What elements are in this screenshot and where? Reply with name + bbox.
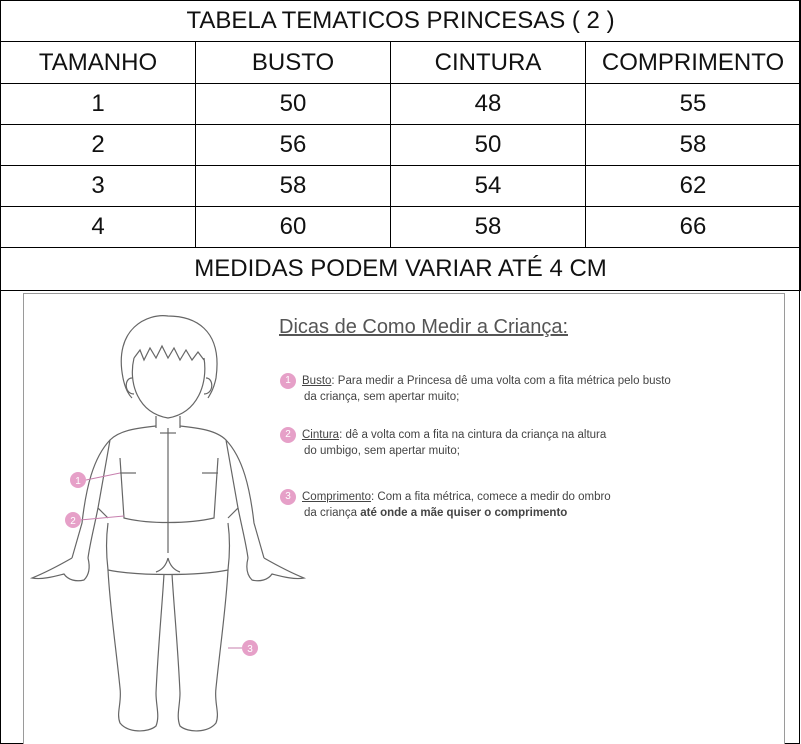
svg-text:2: 2 [70,516,76,527]
tip-text-plain: da criança [304,507,361,520]
cell-busto: 58 [196,166,391,207]
table-row [1,84,801,125]
tip-text: : dê a volta com a fita na cintura da criança na altura [339,429,607,442]
cell-cintura: 58 [391,207,586,248]
marker-3 [242,640,258,656]
table-row [1,125,801,166]
table-title: TABELA TEMATICOS PRINCESAS ( 2 ) [1,1,801,42]
cell-tamanho: 4 [1,207,196,248]
tip-text: : Com a fita métrica, comece a medir do ombro [371,491,611,504]
tip-number: 3 [280,489,296,505]
header-cintura: CINTURA [391,42,586,84]
marker-1 [70,472,86,488]
tip-term: Comprimento [302,491,372,504]
tip-comprimento [280,489,780,521]
header-tamanho: TAMANHO [1,42,196,84]
header-comprimento: COMPRIMENTO [586,42,801,84]
svg-text:1: 1 [75,476,81,487]
cell-cintura: 54 [391,166,586,207]
size-table [0,0,801,291]
cell-tamanho: 1 [1,84,196,125]
tip-text-continued: da criança, sem apertar muito; [304,391,460,404]
tip-text-bold: até onde a mãe quiser o comprimento [360,507,568,520]
tip-text: : Para medir a Princesa dê uma volta com a fita métrica pelo busto [331,375,671,388]
table-row [1,207,801,248]
child-outline-illustration [28,308,308,740]
cell-busto: 50 [196,84,391,125]
header-busto: BUSTO [196,42,391,84]
tip-term: Busto [302,375,332,388]
table-row [1,166,801,207]
cell-tamanho: 3 [1,166,196,207]
marker-2 [65,512,81,528]
tip-number: 2 [280,427,296,443]
tip-text-continued: do umbigo, sem apertar muito; [304,445,460,458]
cell-comprimento: 66 [586,207,801,248]
cell-comprimento: 62 [586,166,801,207]
tip-term: Cintura [302,429,340,442]
svg-text:3: 3 [247,644,253,655]
cell-busto: 60 [196,207,391,248]
tip-busto [280,373,780,405]
cell-comprimento: 58 [586,125,801,166]
tip-number: 1 [280,373,296,389]
cell-cintura: 50 [391,125,586,166]
cell-cintura: 48 [391,84,586,125]
variation-note: MEDIDAS PODEM VARIAR ATÉ 4 CM [1,248,801,291]
cell-comprimento: 55 [586,84,801,125]
tip-text-continued [280,505,780,521]
tips-title: Dicas de Como Medir a Criança: [279,316,568,338]
tip-cintura [280,427,780,459]
cell-busto: 56 [196,125,391,166]
cell-tamanho: 2 [1,125,196,166]
